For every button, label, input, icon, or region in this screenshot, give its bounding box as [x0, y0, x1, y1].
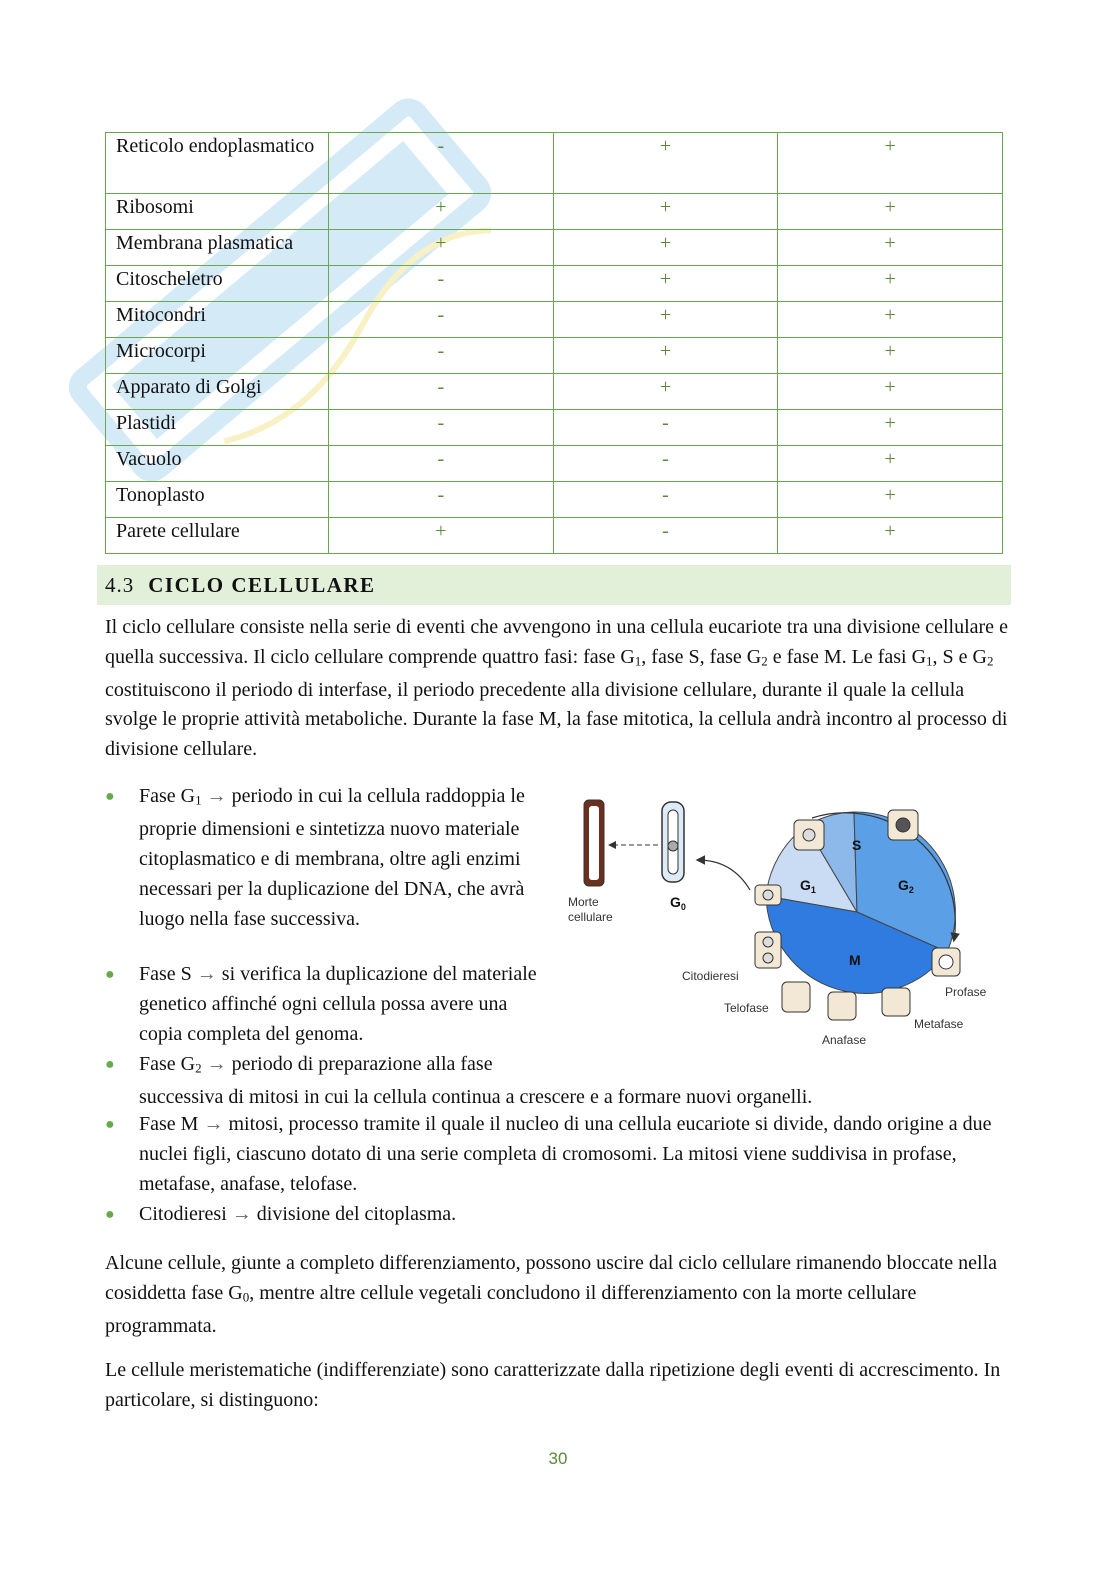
cell-value: -: [553, 446, 778, 482]
table-row: [106, 266, 1003, 302]
row-label: Membrana plasmatica: [106, 230, 329, 266]
table-row: [106, 133, 1003, 194]
cell-value: +: [329, 230, 554, 266]
cell-value: +: [553, 230, 778, 266]
label-m: M: [849, 952, 861, 968]
table-row: [106, 518, 1003, 554]
cell-value: +: [553, 338, 778, 374]
section-title: CICLO CELLULARE: [148, 572, 376, 597]
cell-value: +: [778, 302, 1003, 338]
label-g0: $G_0$: [670, 894, 686, 912]
arrow-icon: →: [206, 1053, 227, 1075]
table-row: [106, 338, 1003, 374]
row-label: Parete cellulare: [106, 518, 329, 554]
cell-value: +: [553, 194, 778, 230]
arrow-icon: →: [203, 1113, 224, 1135]
arrow-icon: →: [231, 1203, 252, 1225]
cell-value: -: [329, 133, 554, 194]
row-label: Vacuolo: [106, 446, 329, 482]
cell-value: -: [329, 446, 554, 482]
label-morte: Morte: [568, 895, 599, 909]
table-row: [106, 194, 1003, 230]
label-g2: $G_2$: [898, 877, 914, 895]
table-row: [106, 302, 1003, 338]
label-g1: $G_1$: [800, 877, 816, 895]
label-s: S: [852, 837, 862, 853]
table-row: [106, 482, 1003, 518]
cell-value: +: [553, 266, 778, 302]
section-number: 4.3: [105, 572, 135, 597]
label-profase: Profase: [945, 985, 987, 999]
row-label: Apparato di Golgi: [106, 374, 329, 410]
cell-value: -: [329, 482, 554, 518]
arrow-icon: →: [196, 963, 217, 985]
cell-value: -: [553, 410, 778, 446]
label-telofase: Telofase: [724, 1001, 769, 1015]
cell-value: +: [778, 410, 1003, 446]
list-item: ● Fase $G_1$ → periodo in cui la cellula raddoppia le proprie dimensioni e sintetizza nuovo materiale citoplasmatico e di membrana, oltre agli enzimi necessari per la duplicazione del DNA, che avrà luogo nella fase successiva.: [105, 785, 525, 930]
row-label: Mitocondri: [106, 302, 329, 338]
cell-value: +: [553, 133, 778, 194]
cell-value: -: [329, 410, 554, 446]
row-label: Microcorpi: [106, 338, 329, 374]
cell-value: +: [778, 133, 1003, 194]
cell-value: +: [778, 230, 1003, 266]
cell-value: +: [553, 374, 778, 410]
cell-value: +: [778, 338, 1003, 374]
cell-value: +: [329, 518, 554, 554]
list-item: ● Fase $G_2$ → periodo di preparazione alla fase successiva di mitosi in cui la cellula continua a crescere e a formare nuovi organelli.: [105, 1053, 813, 1109]
cell-value: -: [329, 266, 554, 302]
cell-value: -: [553, 518, 778, 554]
cell-value: +: [778, 446, 1003, 482]
table-row: [106, 410, 1003, 446]
table-row: [106, 446, 1003, 482]
table-row: [106, 374, 1003, 410]
row-label: Citoscheletro: [106, 266, 329, 302]
cell-value: +: [778, 194, 1003, 230]
label-anafase: Anafase: [822, 1033, 867, 1047]
cell-value: -: [329, 338, 554, 374]
label-metafase: Metafase: [914, 1017, 964, 1031]
g0-paragraph: Alcune cellule, giunte a completo differenziamento, possono uscire dal ciclo cellulare rimanendo bloccate nella cosiddetta fase $G_0$, mentre altre cellule vegetali concludono il differenziamento con la morte cellulare programmata.: [105, 1252, 998, 1337]
row-label: Tonoplasto: [106, 482, 329, 518]
cell-value: +: [329, 194, 554, 230]
arrow-icon: →: [206, 785, 227, 807]
row-label: Ribosomi: [106, 194, 329, 230]
section-heading: [97, 565, 1011, 605]
cell-value: -: [329, 302, 554, 338]
organelle-table: [105, 132, 1003, 554]
label-cellulare: cellulare: [568, 910, 613, 924]
cell-value: +: [778, 518, 1003, 554]
list-item: ● Fase M → mitosi, processo tramite il quale il nucleo di una cellula eucariote si divide, dando origine a due nuclei figli, ciascuno dotato di una serie completa di cromosomi. La mitosi viene suddivisa in profase, metafase, anafase, telofase.: [105, 1113, 992, 1195]
cell-value: +: [778, 266, 1003, 302]
cell-value: +: [778, 374, 1003, 410]
cell-value: +: [778, 482, 1003, 518]
page-number: 30: [548, 1449, 568, 1468]
list-item: ● Fase S → si verifica la duplicazione del materiale genetico affinché ogni cellula possa avere una copia completa del genoma.: [105, 963, 537, 1045]
cell-cycle-diagram: [562, 790, 1002, 1058]
cell-value: +: [553, 302, 778, 338]
table-row: [106, 230, 1003, 266]
cell-value: -: [329, 374, 554, 410]
list-item: ● Citodieresi → divisione del citoplasma.: [105, 1203, 457, 1225]
row-label: Plastidi: [106, 410, 329, 446]
label-citodieresi: Citodieresi: [682, 969, 739, 983]
intro-paragraph: Il ciclo cellulare consiste nella serie di eventi che avvengono in una cellula eucariote tra una divisione cellulare e quella successiva. Il ciclo cellulare comprende quattro fasi: fase $G_1$, fase S, fase $G_2$ e fase M. Le fasi $G_1$, S e $G_2$ costituiscono il periodo di interfase, il periodo precedente alla divisione cellulare, durante il quale la cellula svolge le proprie attività metaboliche. Durante la fase M, la fase mitotica, la cellula andrà incontro al processo di divisione cellulare.: [105, 616, 1008, 760]
cell-value: -: [553, 482, 778, 518]
row-label: Reticolo endoplasmatico: [106, 133, 329, 194]
meristem-paragraph: Le cellule meristematiche (indifferenziate) sono caratterizzate dalla ripetizione degli eventi di accrescimento. In particolare, si distinguono:: [105, 1359, 1001, 1411]
